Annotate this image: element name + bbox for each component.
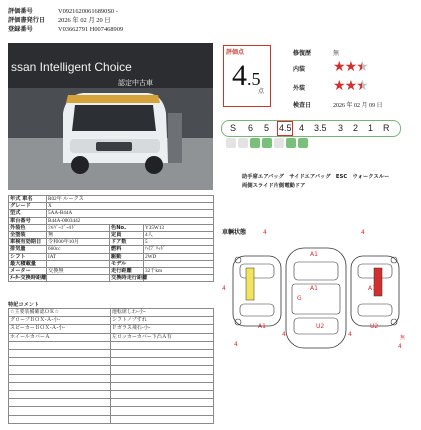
header-row-eval-number [8, 8, 118, 16]
table-row [9, 196, 214, 203]
photo-sub-banner: 認定中古車 [118, 79, 153, 87]
navi-icon [226, 138, 236, 148]
spec-key: 全塗装 [9, 232, 47, 239]
rating-row-exterior [293, 83, 305, 92]
table-row [9, 239, 214, 246]
rating-row-interior [293, 64, 305, 73]
spec-value [47, 260, 110, 267]
equipment-line-1: 助手席エアバッグ サイドエアバッグ ESC ウォークスルー [242, 174, 390, 180]
equipment-line-2: 両側スライド片側電動ドア [242, 183, 306, 189]
option-cell: 運転席しわ-小- [111, 309, 214, 317]
diag-number: 4 [263, 229, 267, 236]
header-value: V09216200616890S0 - [57, 8, 118, 15]
photo-banner: ssan Intelligent Choice [11, 60, 132, 74]
star-full-icon: ★ [344, 78, 357, 94]
option-cell [9, 366, 111, 374]
spec-value: ｼﾙﾊﾞｰｺﾞｰﾙﾄﾞ [47, 224, 110, 231]
rating-row-inspection-date [293, 100, 383, 109]
interior-stars [333, 60, 368, 74]
star-full-icon: ★ [333, 59, 345, 75]
spec-key: 駆動 [110, 253, 144, 260]
option-cell [9, 341, 111, 349]
table-row [9, 374, 214, 382]
option-cell [9, 390, 111, 398]
spec-key: 最大積載量 [9, 260, 47, 267]
option-cell [111, 382, 214, 390]
spec-value: 660cc [47, 246, 110, 253]
option-cell [9, 382, 111, 390]
grade-item: 5 [264, 123, 270, 133]
header-row-issue-date [8, 17, 111, 25]
table-row [9, 253, 214, 260]
spec-value: 2WD [144, 253, 214, 260]
slide-door-icon [286, 138, 296, 148]
spec-key: 外装色 [9, 224, 47, 231]
car-diagram [220, 226, 415, 356]
diag-number: 4 [398, 343, 402, 350]
spec-value [144, 260, 214, 267]
table-row [9, 333, 214, 341]
diag-mark: A1 [310, 251, 318, 258]
spec-value: Y35W13 [144, 224, 214, 231]
diagram-title: 車輌状態 [222, 229, 247, 236]
spec-value: ﾊｲﾌﾞﾘｯﾄﾞ [144, 246, 214, 253]
table-row [9, 309, 214, 317]
option-cell [9, 407, 111, 415]
spec-value: 4人 [144, 232, 214, 239]
spec-value: B44A-0003442 [47, 217, 214, 224]
diag-mark: U2 [370, 323, 379, 330]
grade-item: 3 [338, 123, 344, 133]
keyless-icon [262, 138, 272, 148]
table-row [9, 415, 214, 423]
spec-value: 無 [47, 232, 110, 239]
rating-value: 2026 年 02 月 09 日 [333, 103, 383, 109]
diag-number: 4 [361, 229, 365, 236]
grade-selected-marker [277, 121, 293, 136]
spec-key: 燃料 [110, 246, 144, 253]
diag-mark: G [297, 295, 302, 302]
score-unit: 点 [258, 88, 265, 95]
spec-key: 型式 [9, 210, 47, 217]
option-cell [111, 358, 214, 366]
grade-item: 1 [368, 123, 374, 133]
diag-number: 4 [282, 331, 286, 338]
option-cell [9, 415, 111, 423]
table-row [9, 407, 214, 415]
table-row [9, 341, 214, 349]
airbag-icon [250, 138, 260, 148]
tv-icon [238, 138, 248, 148]
grade-scale [221, 120, 401, 137]
header-value: 2026 年 02 月 20 日 [57, 17, 111, 24]
header-label: 登録番号 [8, 26, 33, 33]
table-row [9, 399, 214, 407]
option-cell [111, 374, 214, 382]
rating-label: 検査日 [293, 102, 312, 109]
grade-item: R [383, 123, 390, 133]
diag-number: 4 [348, 331, 352, 338]
table-row [9, 358, 214, 366]
spec-key: ドア数 [110, 239, 144, 246]
header-label: 評価番号 [8, 8, 33, 15]
table-row [9, 350, 214, 358]
score-label: 評価点 [226, 49, 245, 56]
diag-mark: A1 [310, 285, 318, 292]
spec-key: 排気量 [9, 246, 47, 253]
rating-label: 修復歴 [293, 50, 312, 57]
header-row-registration [8, 26, 123, 34]
spec-key: メーター [9, 268, 47, 275]
table-row [9, 268, 214, 275]
diag-mark: 無 [400, 335, 406, 341]
table-row [9, 366, 214, 374]
spec-key: 交換時走行距離 [111, 275, 148, 282]
spec-key: モデル [110, 260, 144, 267]
option-cell: シフトノブすれ [111, 317, 214, 325]
diag-mark: U2 [316, 323, 325, 330]
spec-key: 走行距離 [110, 268, 144, 275]
score-box [223, 45, 271, 107]
car-photo [8, 43, 213, 190]
option-cell: 左ロッカーカバー下凸Ａ有 [111, 333, 214, 341]
grade-item-selected: 4.5 [279, 123, 292, 133]
diag-mark: A1 [258, 323, 266, 330]
sunroof-icon [274, 138, 284, 148]
header-value: V03662791 H007468909 [57, 26, 124, 33]
spec-value: 32千km [144, 268, 214, 275]
table-row [9, 210, 214, 217]
option-cell: ホイールカバーＡ [9, 333, 111, 341]
options-title: 特記コメント [8, 302, 40, 308]
option-cell: スピーカーＢＯＸ-Ａ-小- [9, 325, 111, 333]
mark-u2-left [246, 268, 254, 300]
star-full-icon: ★ [344, 59, 357, 75]
spec-key: 色No. [110, 224, 144, 231]
spec-key: 車台番号 [9, 217, 47, 224]
spec-value: 令和00年10月 [47, 239, 110, 246]
option-cell [111, 341, 214, 349]
option-cell: Ｆガラス飛石-小- [111, 325, 214, 333]
star-half-icon: ★ [356, 78, 368, 94]
rating-value: 無 [333, 50, 340, 57]
score-value [232, 61, 261, 94]
diag-mark: A1 [368, 285, 376, 292]
spec-value: 5AA-B44A [47, 210, 214, 217]
spec-value: 5 [144, 239, 214, 246]
option-cell [111, 390, 214, 398]
option-cell [9, 358, 111, 366]
table-row [9, 325, 214, 333]
option-cell [9, 399, 111, 407]
grade-item: 2 [353, 123, 359, 133]
option-cell: グローブＢＯＸ-Ａ-小- [9, 317, 111, 325]
score-decimal: .5 [247, 69, 261, 89]
score-main: 4 [232, 59, 247, 92]
table-row [9, 382, 214, 390]
grade-item: 6 [248, 123, 254, 133]
spec-value: R02年 ルークス [47, 196, 214, 203]
header-label: 評価書発行日 [8, 17, 46, 24]
grade-item: S [230, 123, 237, 133]
diag-number: 4 [222, 285, 226, 292]
rating-row-repair [293, 48, 340, 57]
spec-value [144, 275, 214, 282]
exterior-stars [333, 79, 368, 93]
table-row [9, 317, 214, 325]
grade-item: 3.5 [314, 123, 327, 133]
spec-key: グレード [9, 203, 47, 210]
option-cell [111, 366, 214, 374]
star-full-icon: ★ [333, 78, 345, 94]
spec-value: 交換無 [47, 268, 110, 275]
spec-key: 定員 [110, 232, 144, 239]
table-row [9, 275, 214, 282]
spec-key: 車検有効期日 [9, 239, 47, 246]
spec-key: 年式 車名 [9, 196, 47, 203]
option-cell [9, 350, 111, 358]
table-row [9, 246, 214, 253]
spec-value: X [47, 203, 214, 210]
option-cell [111, 350, 214, 358]
diag-number: 4 [234, 341, 238, 348]
option-cell [111, 407, 214, 415]
table-row [9, 203, 214, 210]
option-cell [111, 415, 214, 423]
table-row [9, 224, 214, 231]
table-row [9, 260, 214, 267]
star-half-icon: ★ [356, 59, 368, 75]
option-cell [9, 374, 111, 382]
ac-icon [298, 138, 308, 148]
option-cell: ☆主要装備確認ＯＫ☆ [9, 309, 111, 317]
spec-value: IAT [47, 253, 110, 260]
rating-label: 外装 [293, 85, 306, 92]
option-cell [111, 399, 214, 407]
spec-key: シフト [9, 253, 47, 260]
table-row [9, 232, 214, 239]
rating-label: 内装 [293, 66, 306, 73]
grade-item: 4 [299, 123, 305, 133]
spec-key: ﾒｰﾀｰ交換時距離 [10, 275, 47, 282]
options-table [8, 308, 214, 424]
spec-table [8, 195, 214, 282]
table-row [9, 217, 214, 224]
spec-value [47, 275, 110, 282]
table-row [9, 390, 214, 398]
